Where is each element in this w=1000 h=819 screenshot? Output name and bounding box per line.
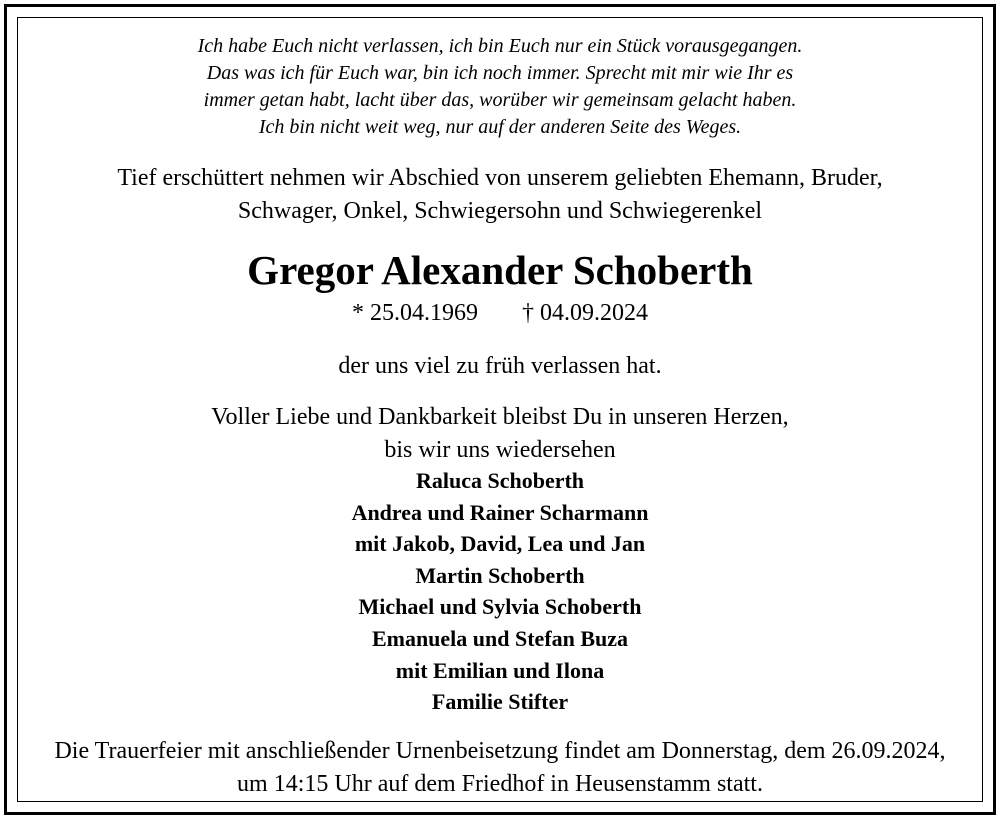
intro-text xyxy=(7,162,993,228)
poem-line: immer getan habt, lacht über das, worüber wir gemeinsam gelacht haben. xyxy=(203,89,797,111)
mourner-entry: Michael und Sylvia Schoberth xyxy=(358,594,642,620)
mourner-entry: Martin Schoberth xyxy=(415,562,585,588)
love-line: Voller Liebe und Dankbarkeit bleibst Du in unseren Herzen, xyxy=(211,404,789,430)
poem-line: Ich bin nicht weit weg, nur auf der anderen Seite des Weges. xyxy=(258,116,742,138)
service-line: Die Trauerfeier mit anschließender Urnenbeisetzung findet am Donnerstag, dem 26.09.2024, xyxy=(54,738,946,764)
funeral-service-info xyxy=(7,735,993,801)
mourner-entry: Andrea und Rainer Scharmann xyxy=(351,499,649,525)
mourners-list xyxy=(7,465,993,718)
service-line: um 14:15 Uhr auf dem Friedhof in Heusenstamm statt. xyxy=(237,771,763,797)
death-date: † 04.09.2024 xyxy=(522,300,648,326)
mourner-entry: mit Jakob, David, Lea und Jan xyxy=(354,531,646,557)
poem-block xyxy=(7,33,993,141)
love-line: bis wir uns wiedersehen xyxy=(384,437,616,463)
mourner-entry: Emanuela und Stefan Buza xyxy=(371,625,629,651)
deceased-name: Gregor Alexander Schoberth xyxy=(247,247,753,293)
obituary-border-outer xyxy=(4,4,996,815)
intro-line: Schwager, Onkel, Schwiegersohn und Schwiegerenkel xyxy=(237,198,763,224)
life-dates xyxy=(7,298,993,328)
early-departure-text: der uns viel zu früh verlassen hat. xyxy=(338,353,662,379)
intro-line: Tief erschüttert nehmen wir Abschied von unserem geliebten Ehemann, Bruder, xyxy=(117,165,883,191)
love-text xyxy=(7,401,993,467)
mourner-entry: mit Emilian und Ilona xyxy=(395,657,605,683)
poem-line: Ich habe Euch nicht verlassen, ich bin Euch nur ein Stück vorausgegangen. xyxy=(197,35,803,57)
mourner-entry: Familie Stifter xyxy=(431,689,569,715)
birth-date: * 25.04.1969 xyxy=(352,300,478,326)
poem-line: Das was ich für Euch war, bin ich noch immer. Sprecht mit mir wie Ihr es xyxy=(206,62,794,84)
mourner-entry: Raluca Schoberth xyxy=(415,468,585,493)
